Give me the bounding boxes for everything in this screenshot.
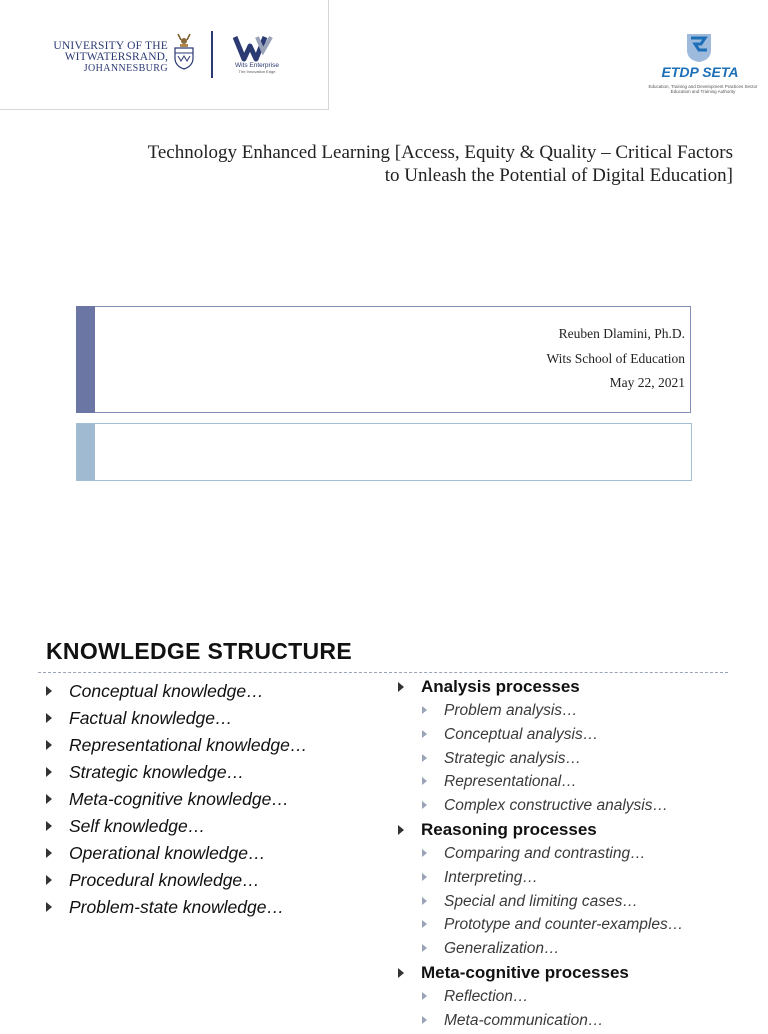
list-item: Problem analysis… — [398, 700, 758, 724]
university-line-1: UNIVERSITY OF THE — [53, 40, 168, 52]
group-heading-meta-cognitive: Meta-cognitive processes — [398, 962, 758, 986]
sub-bullet-arrow-icon — [422, 992, 427, 1000]
list-item: Prototype and counter-examples… — [398, 914, 758, 938]
list-item: Self knowledge… — [46, 814, 386, 841]
bullet-arrow-icon — [46, 767, 52, 777]
wits-enterprise-tagline: The Innovation Edge — [238, 69, 276, 74]
bullet-arrow-icon — [46, 848, 52, 858]
presenter-name: Reuben Dlamini, Ph.D. — [558, 326, 685, 341]
sub-bullet-arrow-icon — [422, 730, 427, 738]
bullet-arrow-icon — [398, 682, 404, 692]
sub-bullet-arrow-icon — [422, 801, 427, 809]
list-item: Procedural knowledge… — [46, 868, 386, 895]
list-item: Comparing and contrasting… — [398, 843, 758, 867]
bullet-arrow-icon — [46, 740, 52, 750]
sub-bullet-arrow-icon — [422, 873, 427, 881]
bullet-arrow-icon — [46, 794, 52, 804]
etdp-seta-logo-icon — [683, 32, 715, 64]
list-item: Meta-communication… — [398, 1010, 758, 1034]
list-item: Meta-cognitive knowledge… — [46, 787, 386, 814]
list-item: Strategic knowledge… — [46, 760, 386, 787]
bullet-arrow-icon — [46, 686, 52, 696]
knowledge-types-list — [46, 679, 386, 922]
university-crest-icon — [172, 32, 196, 70]
list-item: Operational knowledge… — [46, 841, 386, 868]
university-line-3: JOHANNESBURG — [83, 63, 168, 74]
etdp-seta-wordmark: ETDP SETA — [661, 64, 739, 80]
sub-bullet-arrow-icon — [422, 1016, 427, 1024]
sub-bullet-arrow-icon — [422, 944, 427, 952]
sub-bullet-arrow-icon — [422, 849, 427, 857]
presentation-title — [20, 141, 733, 187]
heading-divider — [38, 672, 728, 673]
sub-bullet-arrow-icon — [422, 754, 427, 762]
sub-bullet-arrow-icon — [422, 920, 427, 928]
university-wordmark — [50, 41, 168, 74]
sub-bullet-arrow-icon — [422, 777, 427, 785]
knowledge-structure-heading: KNOWLEDGE STRUCTURE — [46, 638, 352, 664]
subtitle-box — [76, 423, 692, 481]
presenter-affiliation: Wits School of Education — [546, 350, 685, 366]
list-item: Problem-state knowledge… — [46, 895, 386, 922]
logo-divider — [211, 31, 213, 78]
list-item: Representational knowledge… — [46, 733, 386, 760]
title-line-1: Technology Enhanced Learning [Access, Equity & Quality – Critical Factors — [147, 142, 733, 163]
sub-bullet-arrow-icon — [422, 897, 427, 905]
bullet-arrow-icon — [46, 902, 52, 912]
bullet-arrow-icon — [46, 713, 52, 723]
group-heading-reasoning: Reasoning processes — [398, 819, 758, 843]
list-item: Conceptual analysis… — [398, 724, 758, 748]
list-item: Complex constructive analysis… — [398, 795, 758, 819]
title-line-2: to Unleash the Potential of Digital Education] — [384, 165, 733, 186]
group-heading-analysis: Analysis processes — [398, 676, 758, 700]
list-item: Special and limiting cases… — [398, 891, 758, 915]
bullet-arrow-icon — [46, 875, 52, 885]
list-item: Reflection… — [398, 986, 758, 1010]
subtitle-box-accent — [77, 424, 95, 480]
list-item: Interpreting… — [398, 867, 758, 891]
list-item: Representational… — [398, 771, 758, 795]
presenter-box-accent — [76, 306, 95, 413]
sub-bullet-arrow-icon — [422, 706, 427, 714]
presentation-date: May 22, 2021 — [609, 375, 685, 390]
list-item: Conceptual knowledge… — [46, 679, 386, 706]
wits-enterprise-logo-icon — [233, 34, 275, 62]
list-item: Strategic analysis… — [398, 748, 758, 772]
processes-list — [398, 676, 758, 1034]
bullet-arrow-icon — [398, 968, 404, 978]
university-line-2: WITWATERSRAND, — [64, 51, 168, 63]
presenter-info — [100, 322, 685, 396]
bullet-arrow-icon — [398, 825, 404, 835]
list-item: Factual knowledge… — [46, 706, 386, 733]
bullet-arrow-icon — [46, 821, 52, 831]
wits-enterprise-label: Wits Enterprise — [234, 62, 280, 69]
list-item: Generalization… — [398, 938, 758, 962]
etdp-seta-subtitle: Education, Training and Development Practices Sector Education and Training Authority — [648, 84, 758, 94]
